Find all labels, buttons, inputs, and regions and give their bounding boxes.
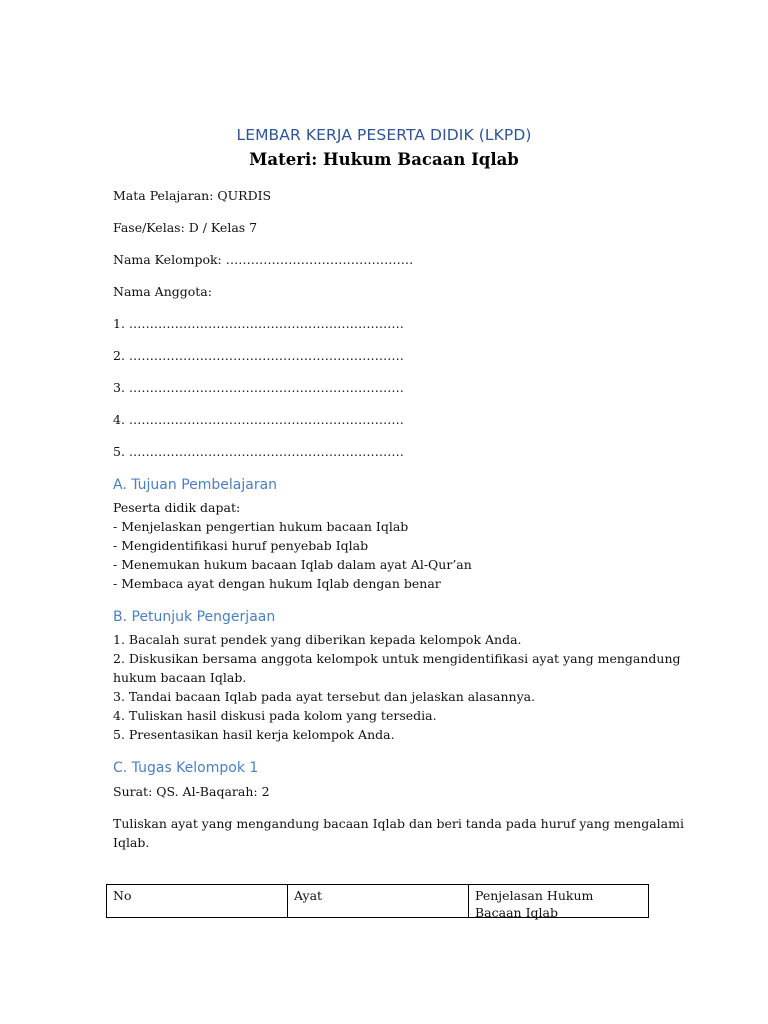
objective-item: - Menemukan hukum bacaan Iqlab dalam ayat Al-Qur’an bbox=[113, 557, 472, 572]
instruction-item: 2. Diskusikan bersama anggota kelompok untuk mengidentifikasi ayat yang mengandung bbox=[113, 651, 681, 666]
answer-table bbox=[106, 884, 649, 918]
task-instruction-cont: Iqlab. bbox=[113, 835, 150, 850]
objective-item: - Membaca ayat dengan hukum Iqlab dengan benar bbox=[113, 576, 441, 591]
objective-item: - Mengidentifikasi huruf penyebab Iqlab bbox=[113, 538, 369, 553]
objective-item: - Menjelaskan pengertian hukum bacaan Iqlab bbox=[113, 519, 409, 534]
member-line-2: 2. ………………………………………………………… bbox=[113, 348, 404, 363]
subject-field: Mata Pelajaran: QURDIS bbox=[113, 188, 272, 203]
surat-label: Surat: QS. Al-Baqarah: 2 bbox=[113, 784, 270, 799]
class-field: Fase/Kelas: D / Kelas 7 bbox=[113, 220, 258, 235]
task-instruction: Tuliskan ayat yang mengandung bacaan Iqlab dan beri tanda pada huruf yang mengalami bbox=[113, 816, 684, 831]
table-header-ayat: Ayat bbox=[288, 885, 469, 917]
members-label: Nama Anggota: bbox=[113, 284, 212, 299]
worksheet-title: LEMBAR KERJA PESERTA DIDIK (LKPD) bbox=[236, 126, 532, 144]
section-a-intro: Peserta didik dapat: bbox=[113, 500, 241, 515]
group-name-field: Nama Kelompok: ……………………………………… bbox=[113, 252, 414, 267]
instruction-item: 3. Tandai bacaan Iqlab pada ayat tersebut dan jelaskan alasannya. bbox=[113, 689, 536, 704]
section-b-heading: B. Petunjuk Pengerjaan bbox=[113, 609, 276, 625]
table-header-penjelasan: Penjelasan Hukum Bacaan Iqlab bbox=[475, 888, 594, 920]
member-line-5: 5. ………………………………………………………… bbox=[113, 444, 404, 459]
table-header-no: No bbox=[107, 885, 288, 917]
instruction-item: 1. Bacalah surat pendek yang diberikan kepada kelompok Anda. bbox=[113, 632, 522, 647]
section-a-heading: A. Tujuan Pembelajaran bbox=[113, 477, 278, 493]
member-line-3: 3. ………………………………………………………… bbox=[113, 380, 404, 395]
instruction-item: 5. Presentasikan hasil kerja kelompok Anda. bbox=[113, 727, 395, 742]
instruction-item: 4. Tuliskan hasil diskusi pada kolom yang tersedia. bbox=[113, 708, 437, 723]
instruction-item: hukum bacaan Iqlab. bbox=[113, 670, 247, 685]
member-line-1: 1. ………………………………………………………… bbox=[113, 316, 404, 331]
member-line-4: 4. ………………………………………………………… bbox=[113, 412, 404, 427]
section-c-heading: C. Tugas Kelompok 1 bbox=[113, 760, 259, 776]
worksheet-subtitle: Materi: Hukum Bacaan Iqlab bbox=[249, 150, 519, 169]
